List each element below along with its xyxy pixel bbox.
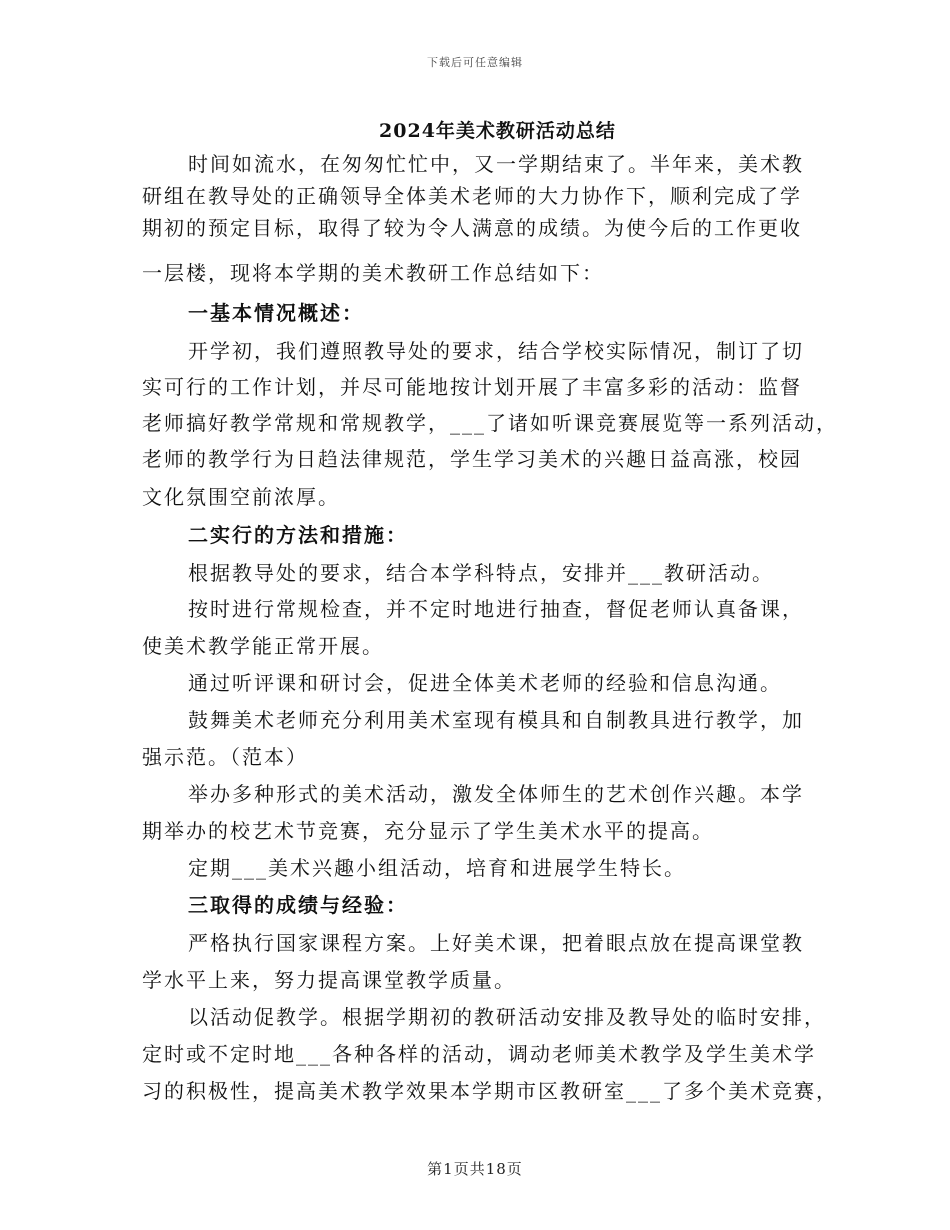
page-number: 第1页共18页 [427, 1160, 523, 1178]
document-title: 2024年美术教研活动总结 [379, 120, 616, 142]
header-note: 下载后可任意编辑 [427, 56, 523, 69]
paragraph-line: 以活动促教学。根据学期初的教研活动安排及教导处的临时安排， [188, 1005, 826, 1029]
paragraph-line: 期初的预定目标，取得了较为令人满意的成绩。为使今后的工作更收 [142, 216, 802, 240]
paragraph-line: 习的积极性，提高美术教学效果本学期市区教研室___了多个美术竞赛， [142, 1079, 838, 1103]
paragraph-line: 老师搞好教学常规和常规教学，___了诸如听课竞赛展览等一系列活动， [142, 411, 838, 435]
paragraph-line: 定期___美术兴趣小组活动，培育和进展学生特长。 [188, 856, 686, 880]
section-heading: 三取得的成绩与经验： [188, 893, 408, 917]
paragraph-line: 强示范。（范本） [142, 745, 308, 769]
paragraph-line: 根据教导处的要求，结合本学科特点，安排并___教研活动。 [188, 561, 774, 585]
paragraph-line: 按时进行常规检查，并不定时地进行抽查，督促老师认真备课， [188, 597, 804, 621]
paragraph-line: 鼓舞美术老师充分利用美术室现有模具和自制教具进行教学，加 [188, 708, 804, 732]
section-heading: 二实行的方法和措施： [188, 523, 408, 547]
paragraph-line: 学水平上来，努力提高课堂教学质量。 [142, 968, 516, 992]
paragraph-line: 举办多种形式的美术活动，激发全体师生的艺术创作兴趣。本学 [188, 782, 804, 806]
paragraph-line: 老师的教学行为日趋法律规范，学生学习美术的兴趣日益高涨，校园 [142, 447, 802, 471]
paragraph-line: 文化氛围空前浓厚。 [142, 485, 340, 509]
paragraph-line: 定时或不定时地___各种各样的活动，调动老师美术教学及学生美术学 [142, 1042, 816, 1066]
paragraph-line: 一层楼，现将本学期的美术教研工作总结如下： [142, 261, 604, 285]
paragraph-line: 时间如流水，在匆匆忙忙中，又一学期结束了。半年来，美术教 [188, 152, 804, 176]
paragraph-line: 研组在教导处的正确领导全体美术老师的大力协作下，顺利完成了学 [142, 184, 802, 208]
section-heading: 一基本情况概述： [188, 301, 364, 325]
paragraph-line: 实可行的工作计划，并尽可能地按计划开展了丰富多彩的活动：监督 [142, 375, 802, 399]
paragraph-line: 严格执行国家课程方案。上好美术课，把着眼点放在提高课堂教 [188, 931, 804, 955]
paragraph-line: 通过听评课和研讨会，促进全体美术老师的经验和信息沟通。 [188, 671, 782, 695]
paragraph-line: 使美术教学能正常开展。 [142, 634, 384, 658]
paragraph-line: 期举办的校艺术节竞赛，充分显示了学生美术水平的提高。 [142, 819, 714, 843]
paragraph-line: 开学初，我们遵照教导处的要求，结合学校实际情况，制订了切 [188, 339, 804, 363]
